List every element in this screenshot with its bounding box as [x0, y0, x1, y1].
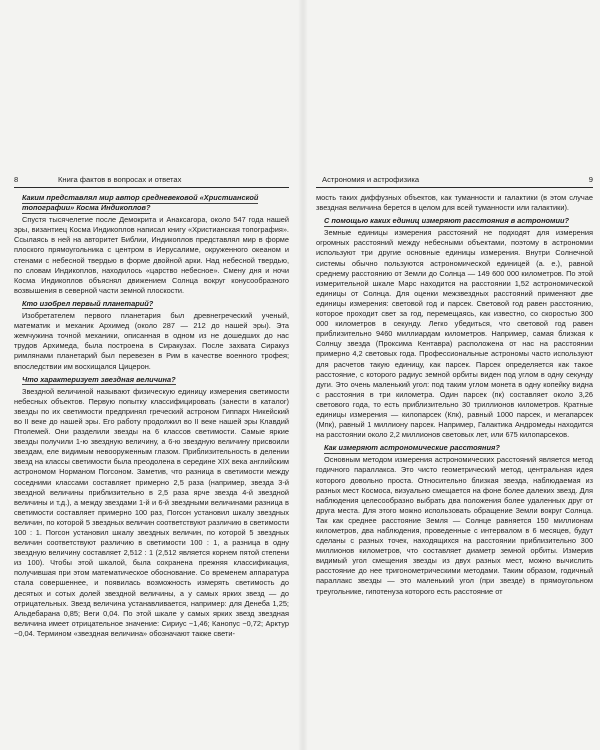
question-heading [316, 443, 593, 453]
paragraph: Земные единицы измерения расстояний не подходят для измерения огромных расстояний между небесными объектами, поэтому в астрономии используют три другие основные единицы измерения. Внутри Солнечной системы обычно пользуются астрономической единицей (а. е.), равной среднему расстоянию от Земли до Солнца — 149 600 000 километров. По этой измерительной шкале Марс находится на расстоянии 1,52 астрономической единицы от Солнца. Для оценки межзвездных расстояний применяют две единицы измерения: световой год и парсек. Световой год равен расстоянию, которое проходит свет за год, перемещаясь, как известно, со скоростью 300 000 километров в секунду. Легко убедиться, что световой год равен приблизительно 9460 миллиардам километров. Например, самая близкая к Солнцу звезда (Проксима Кентавра) расположена от нас на расстоянии примерно 4,2 световых года. Профессиональные астрономы часто используют для расчетов такую единицу, как парсек. Парсек определяется как такое расстояние, с которого радиус земной орбиты виден под углом в одну секунду дуги. Это очень маленький угол: под таким углом монета в одну копейку видна с расстояния в три километра. Один парсек (пк) составляет около 3,26 светового года, то есть приблизительно 30 триллионов километров. Кратные единицы измерения — килопарсек (Кпк), равный 1000 парсек, и мегапарсек (Мпк), равный 1 миллиону парсек. Например, Галактика Андромеды находится на расстоянии около 2,2 миллионов световых лет, или 675 килопарсеков. [316, 228, 593, 440]
question-heading [14, 299, 289, 309]
question-text: С помощью каких единиц измеряют расстояния в астрономии? [324, 216, 570, 226]
question-heading [14, 375, 289, 385]
book-gutter [298, 0, 308, 750]
left-running-head [14, 175, 289, 188]
right-running-head [316, 175, 593, 188]
right-page-body [316, 193, 593, 597]
question-heading [14, 193, 289, 213]
left-page [14, 175, 289, 735]
page-number: 9 [588, 175, 593, 184]
paragraph-continuation: мость таких диффузных объектов, как туманности и галактики (в этом случае звездная величина берется в целом для всей туманности или галактики). [316, 193, 593, 213]
question-text: Каким представлял мир автор средневековой «Христианской топографии» Косма Индикоплов? [22, 193, 259, 213]
paragraph: Основным методом измерения астрономических расстояний является метод годичного параллакса. Это чисто геометрический метод, центральная идея которого довольно проста. Относительно близкая звезда, наблюдаемая из разных мест Космоса, визуально смещается на фоне более далеких звезд. Для наблюдения целесообразно выбрать два положения более удаленных друг от друга места. Для этого можно использовать обращение Земли вокруг Солнца. Так как среднее расстояние Земля — Солнце равняется 150 миллионам километров, два наблюдения, проведенные с интервалом в 6 месяцев, будут сделаны с разных точек, находящихся на расстоянии приблизительно 300 миллионов километров, что составляет диаметр земной орбиты. Измерив видимый угол смещения звезды из двух разных мест, можно вычислить расстояние до нее тригонометрическими методами. Таким образом, годичный параллакс звезды — это маленький угол (при звезде) в прямоугольном треугольнике, гипотенуза которого есть расстояние от [316, 455, 593, 596]
paragraph: Звездной величиной называют физическую единицу измерения светимости небесных объектов. Первую попытку классифицировать (занести в каталог) звезды по их светимости предпринял греческий астроном Гиппарх Никейский во II веке до нашей эры. Его работу продолжил во II веке нашей эры Клавдий Птолемей. Они разделили звезды на 6 классов светимости. Самые яркие звезды получили 1-ю звездную величину, а 6-ю звездную величину присвоили звездам, еле видимым невооруженным глазом. Приблизительность в делении звезд на классы светимости была преодолена в середине XIX века английским астрономом Норманом Погсоном. Заметив, что разница в светимости между соседними классами составляет примерно 2,5 раза (например, звезда 3-й звездной величины приблизительно в 2,5 раза ярче звезда 4-й звездной величины и т.д.), а между звездами 1-й и 6-й звездными величинами разница в светимости составляет примерно 100 раз, Погсон установил шкалу звездных величин, по которой 5 звездных величин соответствуют различию в светимости 100 : 1. Погсон установил шкалу звездных величин, по которой 5 звездных величин соответствуют различию в светимости 100 : 1, а разница в одну звездную величину составляет 2,512 : 1 (2,512 является корнем пятой степени из 100). Чтобы этой шкалой, была сохранена прежняя классификация, получившая при этом математическое обоснование. Со временем аппаратура стала совершеннее, и появилась возможность измерять светимость до десятых и сотых долей звездной величины, а у самых ярких звезд — до отрицательных. Звезд величина устанавливается, например: для Денеба 1,25; Альдебарана 0,85; Веги 0,04. По этой шкале у самых ярких звезд звездная величина имеет отрицательное значение: Сириус −1,46; Канопус −0,72; Арктур −0,04. Термином «звездная величина» обозначают также свети- [14, 386, 289, 638]
running-title: Астрономия и астрофизика [322, 175, 420, 184]
running-title: Книга фактов в вопросах и ответах [58, 175, 182, 184]
question-heading [316, 216, 593, 226]
question-text: Кто изобрел первый планетарий? [22, 298, 154, 308]
question-text: Что характеризует звездная величина? [22, 374, 176, 384]
left-page-body [14, 193, 289, 639]
paragraph: Спустя тысячелетие после Демокрита и Анаксагора, около 547 года нашей эры, византиец Косма Индикоплов написал книгу «Христианская топография». Ссылаясь в ней на авторитет Библии, Индикоплов представлял мир в форме плоского прямоугольника с центром в Иерусалиме, окруженного океаном и стенами с небесной твердью в форме двойной арки. Над небесной твердью, по словам Индикоплов, находилось «царство небесное». Смену дня и ночи Косма Индикоплов объяснял движением Солнца вокруг конусообразного возвышения в северной части земной плоскости. [14, 215, 289, 295]
paragraph: Изобретателем первого планетария был древнегреческий ученый, математик и механик Архимед (около 287 — 212 до нашей эры). Эта жемчужина точной механики, описанная в одном из не дошедших до нас трудов Архимеда, была построена в Сиракузах. После захвата Сиракуз римлянами планетарий был перевезен в Рим в качестве военного трофея; впоследствии им восхищался Цицерон. [14, 311, 289, 371]
page-number: 8 [14, 175, 19, 184]
right-page [316, 175, 593, 735]
question-text: Как измеряют астрономические расстояния? [324, 443, 500, 453]
